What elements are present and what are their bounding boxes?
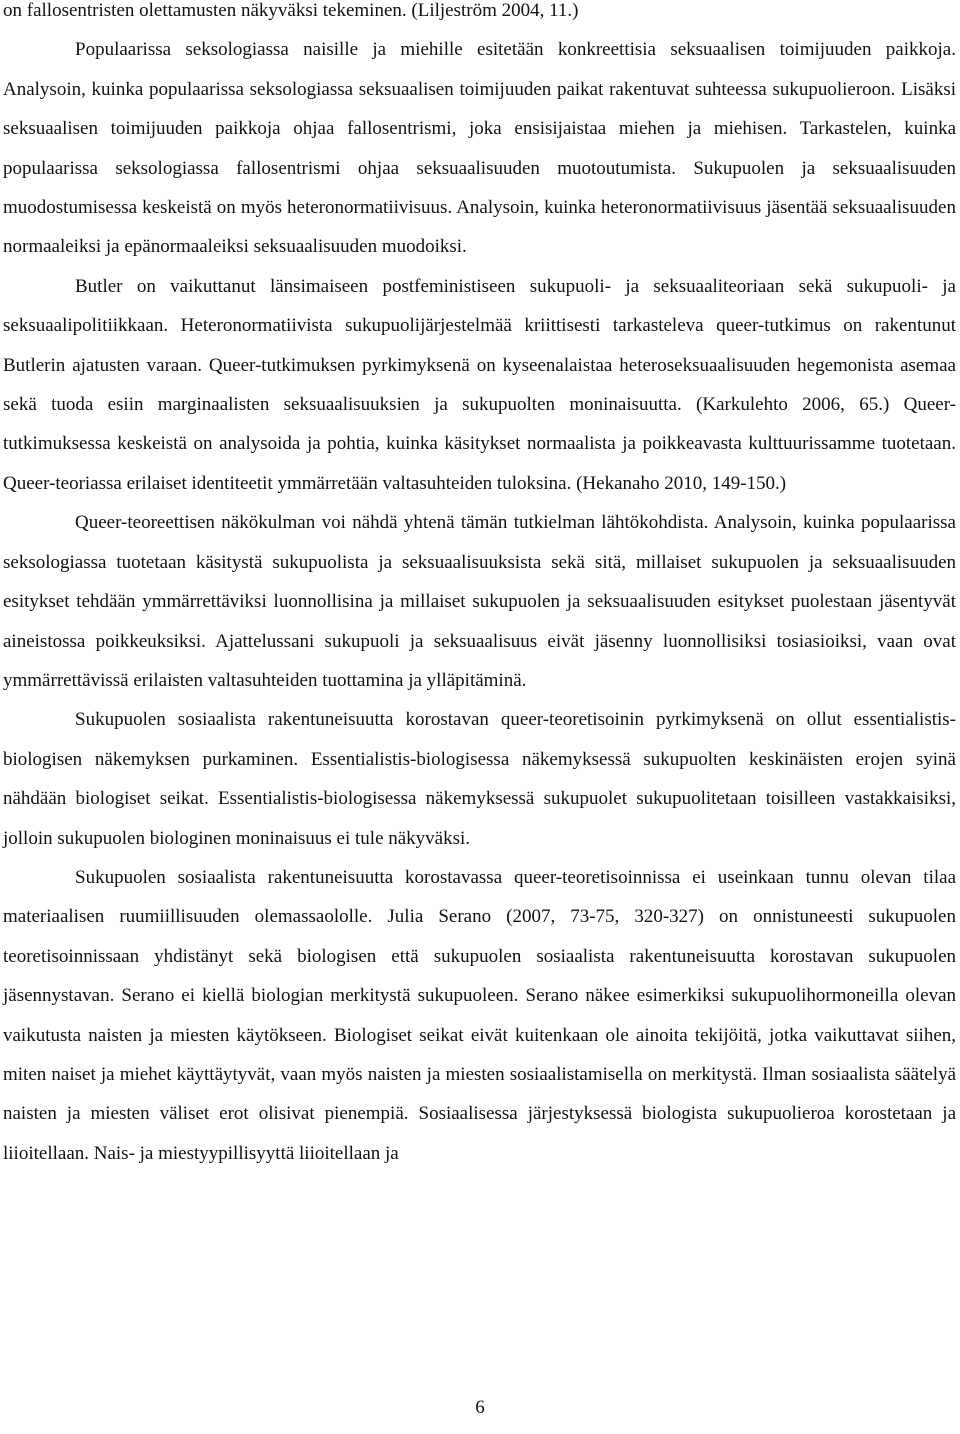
body-text bbox=[3, 0, 956, 1173]
paragraph: Populaarissa seksologiassa naisille ja miehille esitetään konkreettisia seksuaalisen toimijuuden paikkoja. Analysoin, kuinka populaarissa seksologiassa seksuaalisen toimijuuden paikat rakentuvat suhteessa sukupuolieroon. Lisäksi seksuaalisen toimijuuden paikkoja ohjaa fallosentrismi, joka ensisijaistaa miehen ja miehisen. Tarkastelen, kuinka populaarissa seksologiassa fallosentrismi ohjaa seksuaalisuuden muotoutumista. Sukupuolen ja seksuaalisuuden muodostumisessa keskeistä on myös heteronormatiivisuus. Analysoin, kuinka heteronormatiivisuus jäsentää seksuaalisuuden normaaleiksi ja epänormaaleiksi seksuaalisuuden muodoiksi. bbox=[3, 39, 956, 258]
paragraph: on fallosentristen olettamusten näkyväksi tekeminen. (Liljeström 2004, 11.) bbox=[3, 0, 579, 21]
paragraph: Sukupuolen sosiaalista rakentuneisuutta korostavassa queer-teoretisoinnissa ei useinkaan tunnu olevan tilaa materiaalisen ruumiillisuuden olemassaololle. Julia Serano (2007, 73-75, 320-327) on onnistuneesti sukupuolen teoretisoinnissaan yhdistänyt sekä biologisen että sukupuolen sosiaalista rakentuneisuutta korostavan sukupuolen jäsennystavan. Serano ei kiellä biologian merkitystä sukupuoleen. Serano näkee esimerkiksi sukupuolihormoneilla olevan vaikutusta naisten ja miesten käytökseen. Biologiset seikat eivät kuitenkaan ole ainoita tekijöitä, jotka vaikuttavat siihen, miten naiset ja miehet käyttäytyvät, vaan myös naisten ja miesten sosiaalistamisella on merkitystä. Ilman sosiaalista säätelyä naisten ja miesten väliset erot olisivat pienempiä. Sosiaalisessa järjestyksessä biologista sukupuolieroa korostetaan ja liioitellaan. Nais- ja miestyypillisyyttä liioitellaan ja bbox=[3, 866, 956, 1164]
page-number: 6 bbox=[475, 1397, 485, 1418]
paragraph: Queer-teoreettisen näkökulman voi nähdä yhtenä tämän tutkielman lähtökohdista. Analysoin, kuinka populaarissa seksologiassa tuotetaan käsitystä sukupuolista ja seksuaalisuuksista sekä sitä, millaiset sukupuolen ja seksuaalisuuden esitykset tehdään ymmärrettäviksi luonnollisina ja millaiset sukupuolen ja seksuaalisuuden esitykset puolestaan jäsentyvät aineistossa poikkeuksiksi. Ajattelussani sukupuoli ja seksuaalisuus eivät jäsenny luonnollisiksi tosiasioiksi, vaan ovat ymmärrettävissä erilaisten valtasuhteiden tuottamina ja ylläpitäminä. bbox=[3, 512, 956, 691]
paragraph: Butler on vaikuttanut länsimaiseen postfeministiseen sukupuoli- ja seksuaaliteoriaan sekä sukupuoli- ja seksuaalipolitiikkaan. Heteronormatiivista sukupuolijärjestelmää kriittisesti tarkasteleva queer-tutkimus on rakentunut Butlerin ajatusten varaan. Queer-tutkimuksen pyrkimyksenä on kyseenalaistaa heteroseksuaalisuuden hegemonista asemaa sekä tuoda esiin marginaalisten seksuaalisuuksien ja sukupuolten moninaisuutta. (Karkulehto 2006, 65.) Queer-tutkimuksessa keskeistä on analysoida ja pohtia, kuinka käsitykset normaalista ja poikkeavasta kulttuurissamme tuotetaan. Queer-teoriassa erilaiset identiteetit ymmärretään valtasuhteiden tuloksina. (Hekanaho 2010, 149-150.) bbox=[3, 275, 956, 494]
paragraph: Sukupuolen sosiaalista rakentuneisuutta korostavan queer-teoretisoinin pyrkimyksenä on ollut essentialistis-biologisen näkemyksen purkaminen. Essentialistis-biologisessa näkemyksessä sukupuolten keskinäisten erojen syinä nähdään biologiset seikat. Essentialistis-biologisessa näkemyksessä sukupuolet sukupuolitetaan toisilleen vastakkaisiksi, jolloin sukupuolen biologinen moninaisuus ei tule näkyväksi. bbox=[3, 709, 956, 849]
